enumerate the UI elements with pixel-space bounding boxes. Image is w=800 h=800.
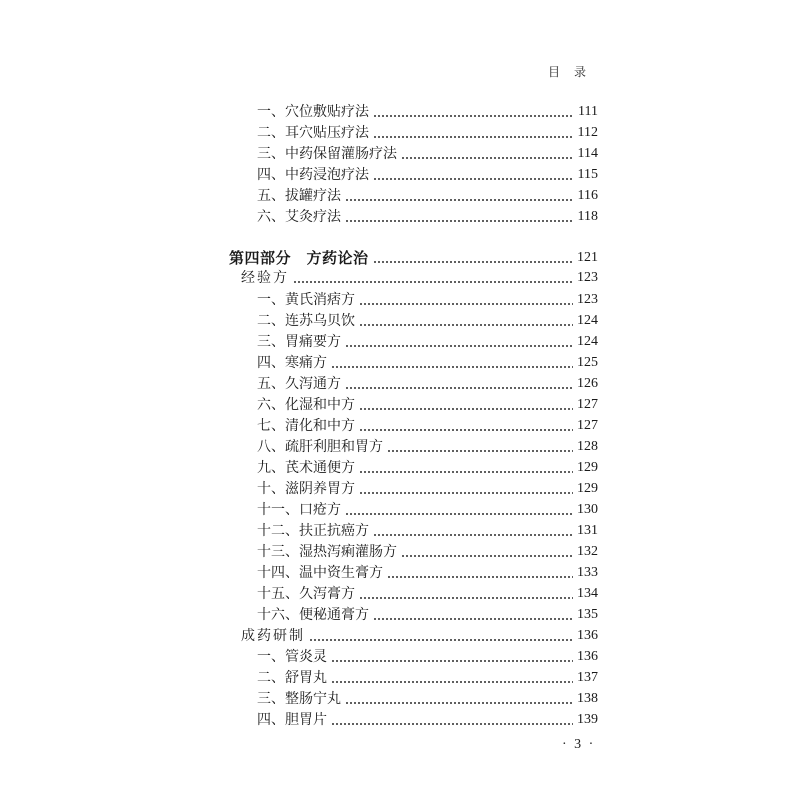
toc-entry-page: 130 xyxy=(577,502,598,517)
dot-leader xyxy=(359,471,573,473)
dot-leader xyxy=(359,597,573,599)
dot-leader xyxy=(345,199,574,201)
toc-entry-title: 二、耳穴贴压疗法 xyxy=(257,125,369,141)
toc-entry[interactable] xyxy=(257,500,598,520)
toc-entry-title: 二、连苏乌贝饮 xyxy=(257,313,355,329)
toc-entry-page: 126 xyxy=(577,376,598,391)
toc-entry-title: 十三、湿热泻痢灌肠方 xyxy=(257,544,397,560)
toc-entry-page: 136 xyxy=(577,628,598,643)
toc-entry[interactable] xyxy=(241,268,598,288)
toc-entry[interactable] xyxy=(257,542,598,562)
dot-leader xyxy=(401,555,573,557)
dot-leader xyxy=(359,429,573,431)
toc-entry-title: 八、疏肝利胆和胃方 xyxy=(257,439,383,455)
toc-entry-title: 四、中药浸泡疗法 xyxy=(257,167,369,183)
dot-leader xyxy=(387,450,573,452)
toc-entry[interactable] xyxy=(257,710,598,730)
dot-leader xyxy=(345,345,573,347)
toc-entry[interactable] xyxy=(229,248,598,268)
toc-entry-page: 139 xyxy=(577,712,598,727)
toc-entry[interactable] xyxy=(257,647,598,667)
toc-entry-page: 129 xyxy=(577,460,598,475)
dot-leader xyxy=(373,136,574,138)
toc-entry-page: 134 xyxy=(577,586,598,601)
dot-leader xyxy=(331,366,573,368)
toc-entry-page: 114 xyxy=(577,146,598,161)
toc-entry[interactable] xyxy=(257,689,598,709)
running-header: 目录 xyxy=(548,65,601,79)
dot-leader xyxy=(359,303,573,305)
toc-entry-title: 六、化湿和中方 xyxy=(257,397,355,413)
toc-entry-title: 十、滋阴养胃方 xyxy=(257,481,355,497)
toc-entry-page: 136 xyxy=(577,649,598,664)
toc-entry-page: 112 xyxy=(577,125,598,140)
toc-entry-title: 五、拔罐疗法 xyxy=(257,188,341,204)
dot-leader xyxy=(359,408,573,410)
toc-entry[interactable] xyxy=(257,395,598,415)
toc-entry-title: 一、穴位敷贴疗法 xyxy=(257,104,369,120)
toc-entry-title: 六、艾灸疗法 xyxy=(257,209,341,225)
toc-entry[interactable] xyxy=(257,144,598,164)
toc-entry-page: 123 xyxy=(577,292,598,307)
toc-entry-title: 四、寒痛方 xyxy=(257,355,327,371)
toc-entry-title: 十五、久泻膏方 xyxy=(257,586,355,602)
toc-entry-page: 135 xyxy=(577,607,598,622)
toc-entry-page: 128 xyxy=(577,439,598,454)
toc-entry-page: 125 xyxy=(577,355,598,370)
toc-entry[interactable] xyxy=(257,479,598,499)
toc-entry[interactable] xyxy=(257,186,598,206)
toc-entry-title: 一、黄氏消痞方 xyxy=(257,292,355,308)
dot-leader xyxy=(359,492,573,494)
toc-entry-title: 三、中药保留灌肠疗法 xyxy=(257,146,397,162)
toc-entry[interactable] xyxy=(257,584,598,604)
dot-leader xyxy=(373,178,574,180)
toc-entry-page: 132 xyxy=(577,544,598,559)
dot-leader xyxy=(373,618,573,620)
toc-entry[interactable] xyxy=(257,207,598,227)
toc-entry[interactable] xyxy=(257,332,598,352)
toc-entry-title: 十二、扶正抗癌方 xyxy=(257,523,369,539)
dot-leader xyxy=(373,261,573,263)
toc-entry[interactable] xyxy=(241,626,598,646)
toc-entry-page: 127 xyxy=(577,418,598,433)
dot-leader xyxy=(331,723,573,725)
page-number: · 3 · xyxy=(562,737,596,752)
toc-entry-title: 十四、温中资生膏方 xyxy=(257,565,383,581)
toc-entry-title: 九、芪术通便方 xyxy=(257,460,355,476)
toc-entry[interactable] xyxy=(257,521,598,541)
toc-entry-page: 123 xyxy=(577,270,598,285)
dot-leader xyxy=(387,576,573,578)
toc-entry-title: 成药研制 xyxy=(241,628,305,644)
toc-entry[interactable] xyxy=(257,374,598,394)
toc-entry-page: 127 xyxy=(577,397,598,412)
dot-leader xyxy=(331,681,573,683)
toc-entry-title: 十六、便秘通膏方 xyxy=(257,607,369,623)
dot-leader xyxy=(293,281,573,283)
toc-entry-title: 七、清化和中方 xyxy=(257,418,355,434)
toc-entry-title: 第四部分 方药论治 xyxy=(229,249,369,267)
toc-entry-page: 124 xyxy=(577,313,598,328)
toc-entry-title: 三、胃痛要方 xyxy=(257,334,341,350)
toc-entry-title: 四、胆胃片 xyxy=(257,712,327,728)
toc-entry[interactable] xyxy=(257,123,598,143)
toc-entry-page: 116 xyxy=(577,188,598,203)
toc-entry-page: 138 xyxy=(577,691,598,706)
toc-entry-page: 131 xyxy=(577,523,598,538)
toc-entry[interactable] xyxy=(257,416,598,436)
toc-entry-title: 十一、口疮方 xyxy=(257,502,341,518)
dot-leader xyxy=(345,220,574,222)
toc-entry[interactable] xyxy=(257,668,598,688)
toc-entry-page: 124 xyxy=(577,334,598,349)
toc-entry-page: 111 xyxy=(578,104,598,119)
toc-entry-title: 三、整肠宁丸 xyxy=(257,691,341,707)
toc-entry-page: 121 xyxy=(577,250,598,265)
toc-entry-title: 二、舒胃丸 xyxy=(257,670,327,686)
toc-entry[interactable] xyxy=(257,165,598,185)
toc-entry[interactable] xyxy=(257,311,598,331)
toc-entry-page: 118 xyxy=(577,209,598,224)
toc-entry-page: 129 xyxy=(577,481,598,496)
dot-leader xyxy=(345,387,573,389)
toc-entry-title: 经验方 xyxy=(241,270,289,286)
dot-leader xyxy=(401,157,574,159)
toc-entry[interactable] xyxy=(257,563,598,583)
toc-entry[interactable] xyxy=(257,290,598,310)
toc-entry[interactable] xyxy=(257,437,598,457)
toc-entry-page: 133 xyxy=(577,565,598,580)
toc-entry[interactable] xyxy=(257,605,598,625)
dot-leader xyxy=(345,513,573,515)
dot-leader xyxy=(331,660,573,662)
toc-entry-page: 137 xyxy=(577,670,598,685)
dot-leader xyxy=(359,324,573,326)
toc-entry-page: 115 xyxy=(577,167,598,182)
toc-entry[interactable] xyxy=(257,458,598,478)
toc-entry-title: 五、久泻通方 xyxy=(257,376,341,392)
toc-entry[interactable] xyxy=(257,102,598,122)
dot-leader xyxy=(373,115,574,117)
dot-leader xyxy=(345,702,573,704)
dot-leader xyxy=(373,534,573,536)
toc-entry[interactable] xyxy=(257,353,598,373)
toc-entry-title: 一、管炎灵 xyxy=(257,649,327,665)
dot-leader xyxy=(309,639,573,641)
